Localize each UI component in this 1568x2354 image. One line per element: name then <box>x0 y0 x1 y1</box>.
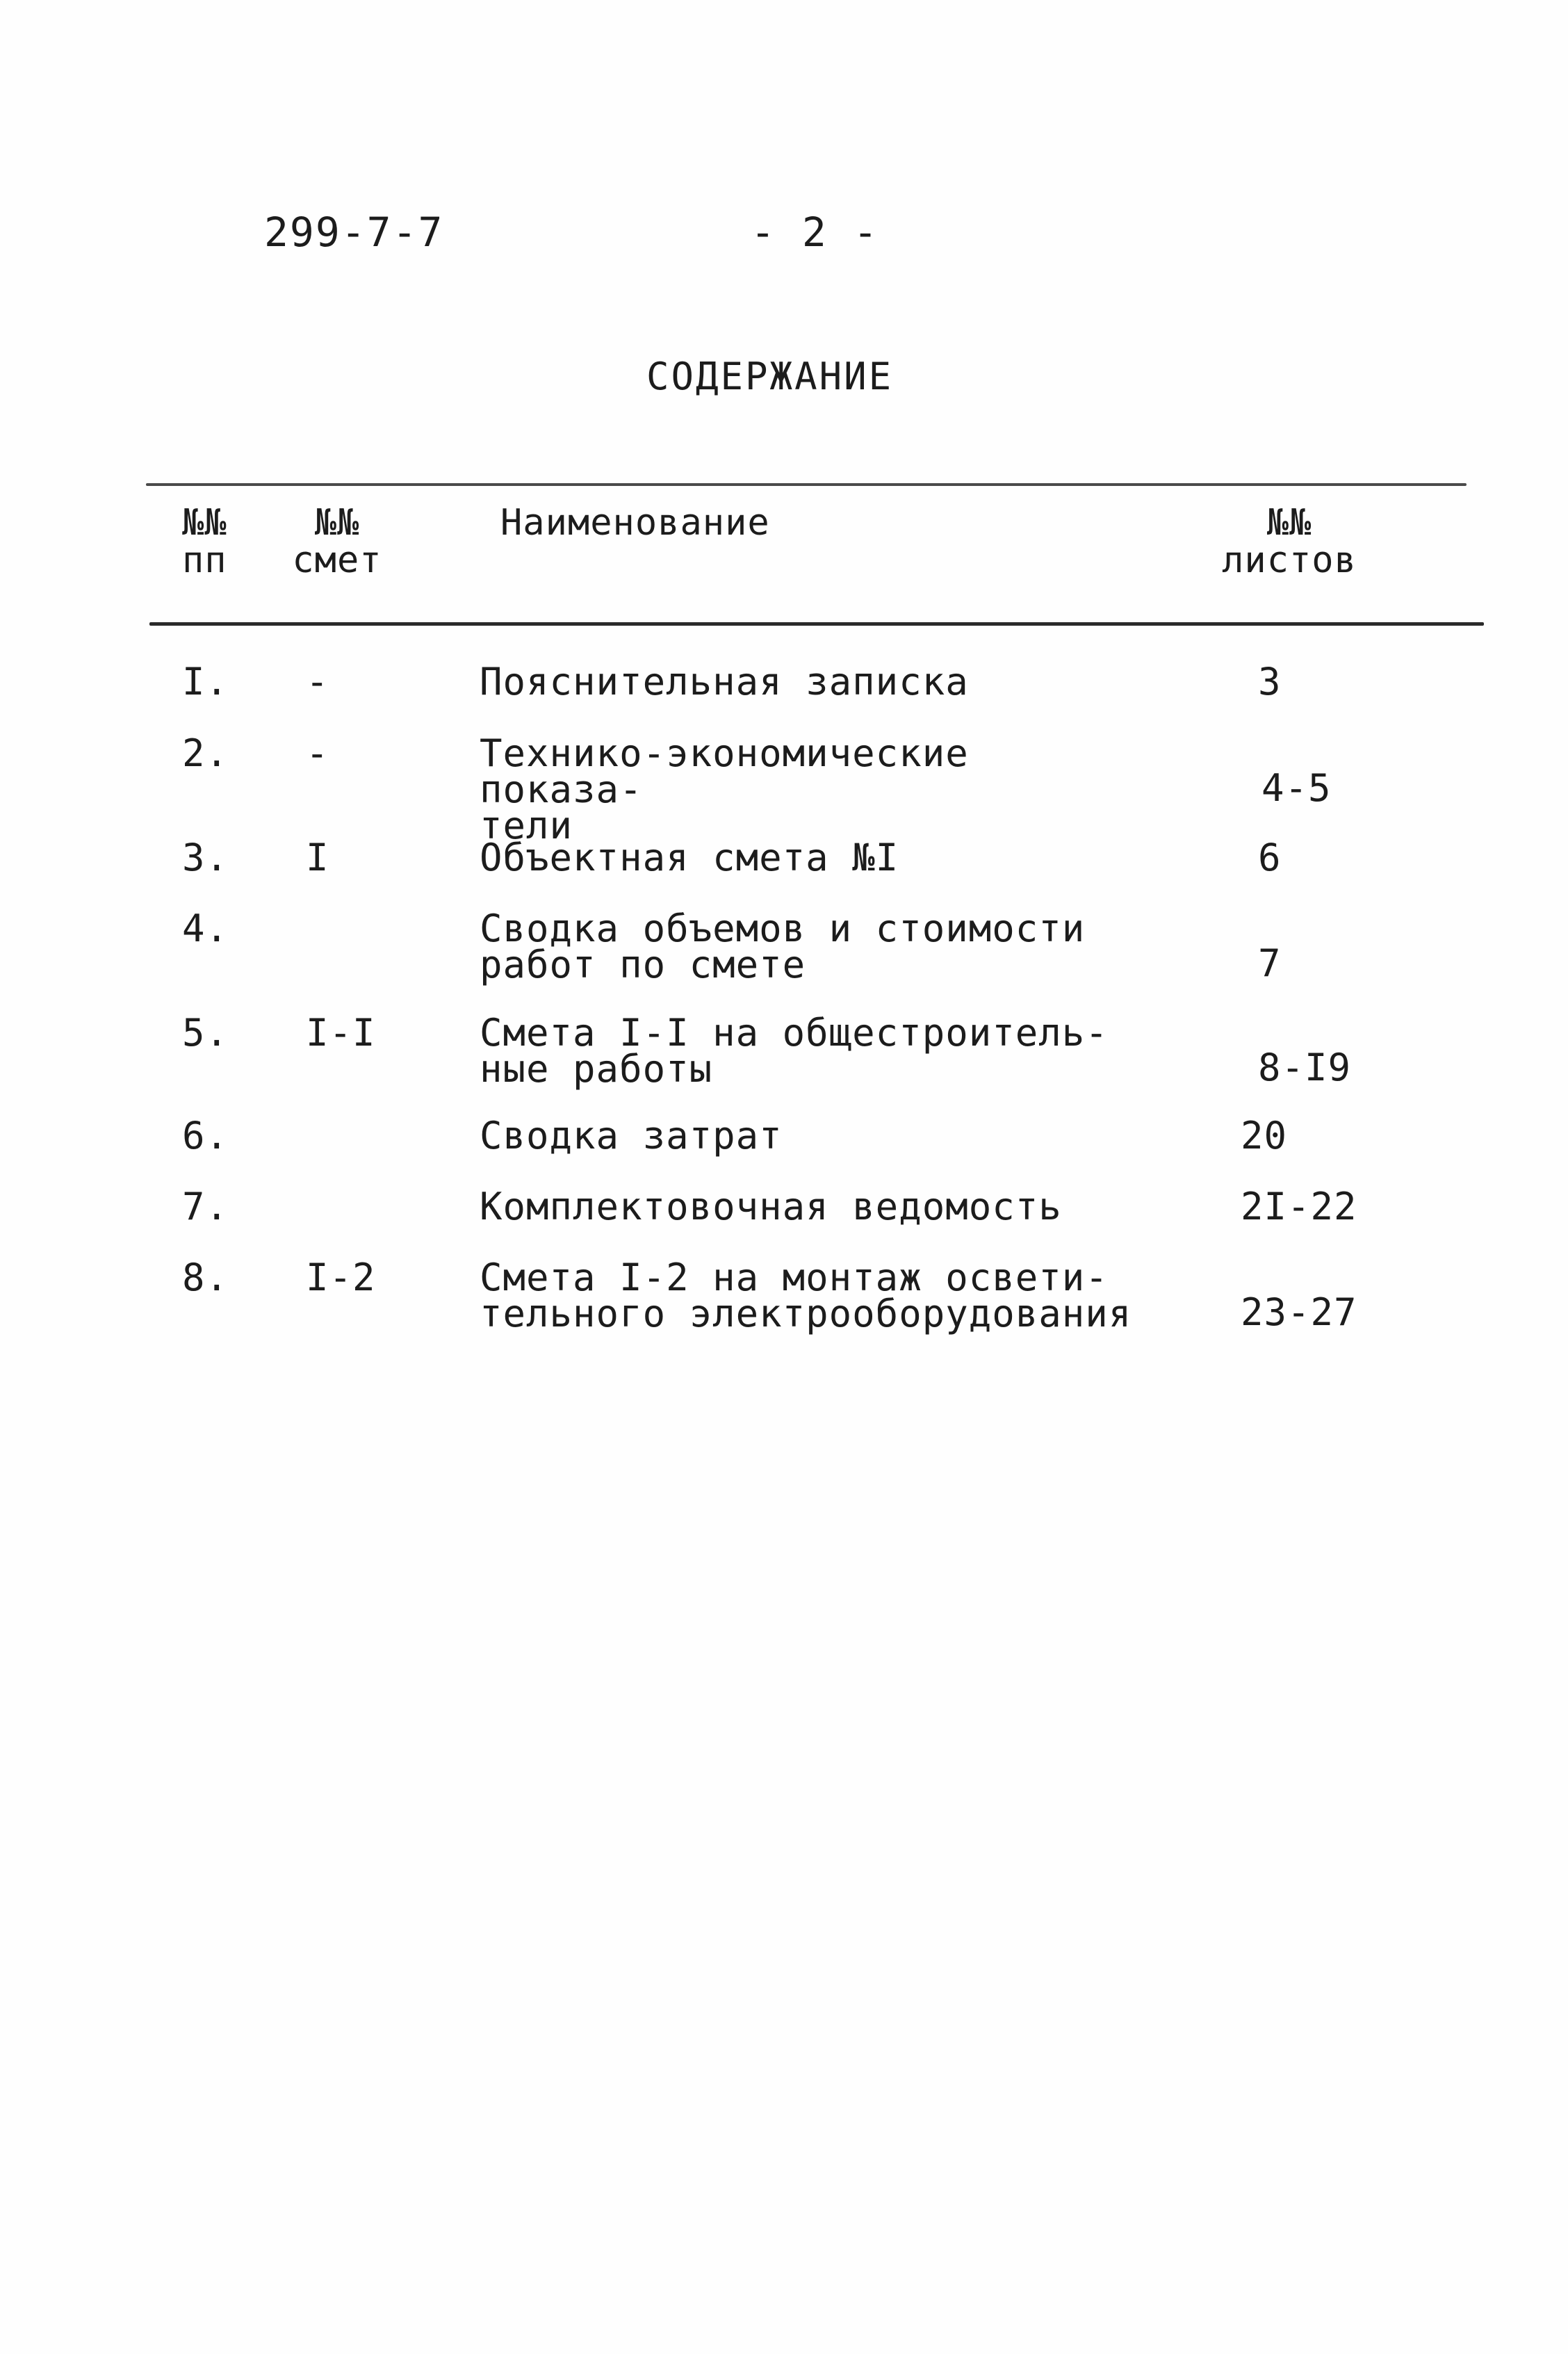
row-number: 7. <box>182 1185 229 1228</box>
row-number: 8. <box>182 1256 229 1299</box>
row-number: 3. <box>182 836 229 879</box>
row-sheets: 2I-22 <box>1241 1185 1357 1228</box>
row-number: 6. <box>182 1114 229 1158</box>
row-sheets: 6 <box>1258 836 1282 879</box>
row-estimate: - <box>306 731 329 775</box>
row-name: Технико-экономические показа- тели <box>480 731 969 847</box>
column-header-number: №№ пп <box>182 502 227 581</box>
column-header-sheets: №№ листов <box>1222 502 1357 581</box>
row-sheets: 4-5 <box>1261 766 1332 810</box>
column-header-estimate: №№ смет <box>292 502 382 581</box>
row-name: Сводка объемов и стоимости работ по смете <box>480 907 1086 987</box>
row-estimate: I-2 <box>306 1256 376 1299</box>
table-header-rule <box>149 622 1484 626</box>
row-number: 2. <box>182 731 229 775</box>
row-sheets: 23-27 <box>1241 1290 1357 1334</box>
row-name: Пояснительная записка <box>480 660 969 704</box>
page-number: - 2 - <box>751 209 879 256</box>
row-sheets: 3 <box>1258 660 1282 704</box>
row-estimate: - <box>306 660 329 704</box>
row-number: 4. <box>182 907 229 950</box>
row-sheets: 8-I9 <box>1258 1046 1352 1089</box>
page-title: СОДЕРЖАНИЕ <box>646 355 894 398</box>
table-top-rule <box>146 483 1467 486</box>
row-sheets: 20 <box>1241 1114 1288 1158</box>
row-name: Смета I-2 на монтаж освети- тельного электрооборудования <box>480 1256 1132 1336</box>
row-estimate: I-I <box>306 1011 376 1055</box>
column-header-name: Наименование <box>500 502 770 544</box>
row-number: I. <box>182 660 229 704</box>
row-name: Сводка затрат <box>480 1114 783 1158</box>
row-estimate: I <box>306 836 329 879</box>
row-sheets: 7 <box>1258 941 1282 985</box>
row-name: Комплектовочная ведомость <box>480 1185 1062 1228</box>
row-number: 5. <box>182 1011 229 1055</box>
row-name: Объектная смета №I <box>480 836 899 879</box>
document-code: 299-7-7 <box>264 209 444 256</box>
row-name: Смета I-I на общестроитель- ные работы <box>480 1011 1109 1091</box>
